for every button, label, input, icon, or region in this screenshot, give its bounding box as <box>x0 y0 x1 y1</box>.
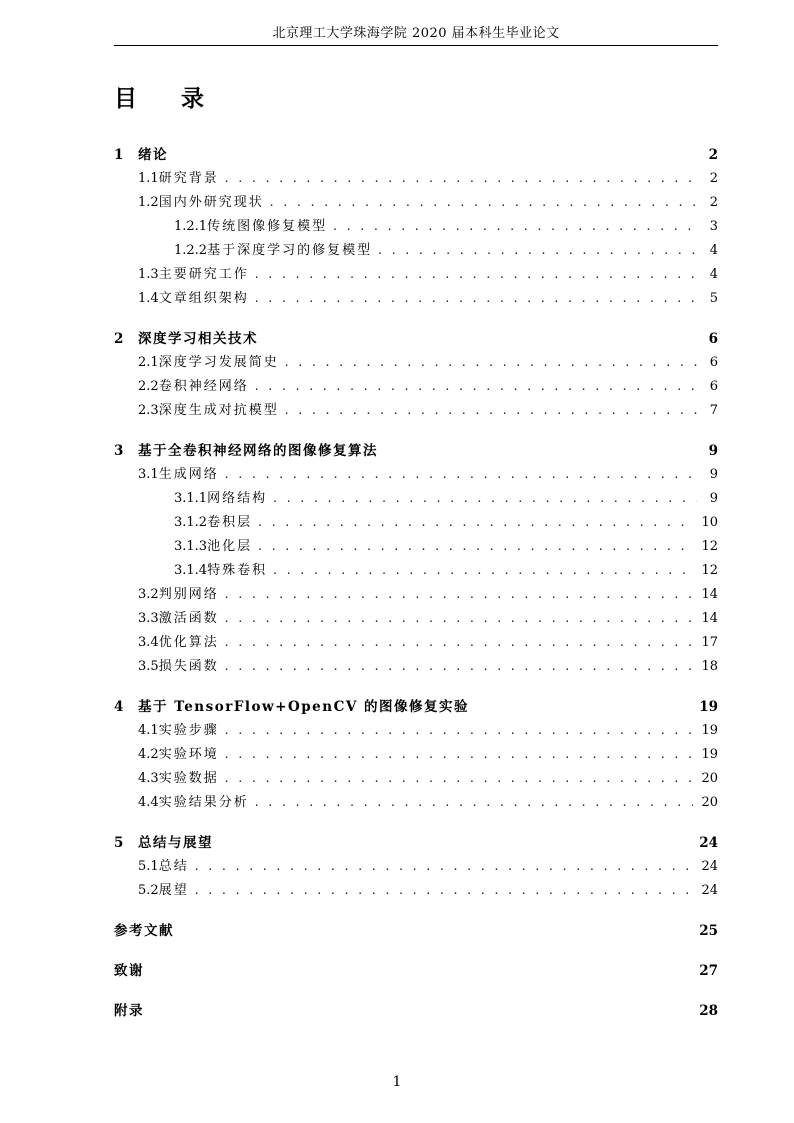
toc-chapter-entry[interactable] <box>0 831 718 849</box>
toc-entry-title: 判别网络 <box>158 587 219 602</box>
toc-entry-number: 4.4 <box>138 795 159 810</box>
toc-entry-title: 激活函数 <box>158 611 219 626</box>
toc-section-entry[interactable] <box>0 719 718 737</box>
toc-entry-page: 27 <box>699 963 718 979</box>
toc-entry-page: 24 <box>701 883 718 898</box>
toc-entry-title: 总结与展望 <box>138 835 213 851</box>
toc-entry-page: 4 <box>709 267 718 282</box>
toc-entry-page: 5 <box>709 291 718 306</box>
toc-section-entry[interactable] <box>0 487 718 505</box>
toc-entry-page: 2 <box>709 195 718 210</box>
toc-entry-page: 10 <box>701 515 718 530</box>
toc-section-entry[interactable] <box>0 879 718 897</box>
toc-dot-leader <box>225 747 694 761</box>
toc-section-entry[interactable] <box>0 767 718 785</box>
running-header: 北京理工大学珠海学院 2020 届本科生毕业论文 <box>272 26 560 41</box>
toc-chapter-entry[interactable] <box>0 999 718 1017</box>
toc-entry-title: 实验步骤 <box>158 723 219 738</box>
toc-entry-page: 25 <box>699 923 718 939</box>
toc-title: 目 录 <box>114 86 223 112</box>
toc-entry-title: 卷积层 <box>207 515 253 530</box>
toc-entry-title: 展望 <box>158 883 189 898</box>
toc-section-entry[interactable] <box>0 559 718 577</box>
toc-chapter-entry[interactable] <box>0 695 718 713</box>
toc-section-entry[interactable] <box>0 655 718 673</box>
toc-entry-number: 3.1 <box>138 467 159 482</box>
toc-chapter-entry[interactable] <box>0 143 718 161</box>
toc-dot-leader <box>225 771 694 785</box>
toc-entry-title: 主要研究工作 <box>158 267 249 282</box>
toc-entry-page: 2 <box>709 171 718 186</box>
toc-entry-number: 2.1 <box>138 355 159 370</box>
toc-section-entry[interactable] <box>0 191 718 209</box>
toc-dot-leader <box>255 267 696 281</box>
toc-entry-title: 基于 TensorFlow+OpenCV 的图像修复实验 <box>138 699 469 715</box>
toc-entry-title: 损失函数 <box>158 659 219 674</box>
toc-entry-title: 基于全卷积神经网络的图像修复算法 <box>138 443 378 459</box>
toc-entry-title: 特殊卷积 <box>207 563 268 578</box>
toc-section-entry[interactable] <box>0 375 718 393</box>
toc-entry-page: 14 <box>701 611 718 626</box>
toc-entry-number: 3.4 <box>138 635 159 650</box>
toc-dot-leader <box>270 195 697 209</box>
toc-entry-number: 4.3 <box>138 771 159 786</box>
toc-entry-number: 1.1 <box>138 171 159 186</box>
toc-entry-page: 7 <box>709 403 718 418</box>
toc-entry-number: 4.1 <box>138 723 159 738</box>
toc-entry-title: 深度学习发展简史 <box>158 355 279 370</box>
toc-dot-leader <box>195 859 694 873</box>
toc-entry-title: 传统图像修复模型 <box>207 219 328 234</box>
toc-section-entry[interactable] <box>0 263 718 281</box>
toc-dot-leader <box>225 611 694 625</box>
toc-dot-leader <box>273 491 697 505</box>
toc-entry-title: 实验环境 <box>158 747 219 762</box>
toc-section-entry[interactable] <box>0 607 718 625</box>
toc-entry-number: 2.3 <box>138 403 159 418</box>
toc-entry-number: 4.2 <box>138 747 159 762</box>
toc-dot-leader <box>285 355 697 369</box>
toc-section-entry[interactable] <box>0 743 718 761</box>
toc-section-entry[interactable] <box>0 239 718 257</box>
toc-entry-title: 总结 <box>158 859 189 874</box>
header-rule <box>114 45 718 46</box>
toc-entry-page: 2 <box>708 147 718 163</box>
toc-entry-number: 1.4 <box>138 291 159 306</box>
toc-entry-title: 优化算法 <box>158 635 219 650</box>
toc-section-entry[interactable] <box>0 535 718 553</box>
toc-dot-leader <box>195 883 694 897</box>
toc-dot-leader <box>225 171 695 185</box>
toc-section-entry[interactable] <box>0 351 718 369</box>
toc-chapter-entry[interactable] <box>0 919 718 937</box>
toc-entry-title: 实验数据 <box>158 771 219 786</box>
toc-dot-leader <box>285 403 697 417</box>
toc-entry-page: 6 <box>708 331 718 347</box>
toc-entry-page: 19 <box>699 699 718 715</box>
toc-dot-leader <box>225 635 694 649</box>
toc-entry-page: 24 <box>701 859 718 874</box>
toc-entry-number: 5.2 <box>138 883 159 898</box>
toc-entry-page: 6 <box>709 379 718 394</box>
toc-entry-page: 9 <box>708 443 718 459</box>
toc-entry-title: 实验结果分析 <box>158 795 249 810</box>
toc-section-entry[interactable] <box>0 287 718 305</box>
toc-dot-leader <box>255 291 696 305</box>
toc-entry-page: 24 <box>699 835 718 851</box>
toc-entry-number: 1.2 <box>138 195 159 210</box>
toc-section-entry[interactable] <box>0 855 718 873</box>
toc-entry-title: 深度生成对抗模型 <box>158 403 279 418</box>
toc-chapter-entry[interactable] <box>0 959 718 977</box>
toc-dot-leader <box>255 795 694 809</box>
toc-section-entry[interactable] <box>0 463 718 481</box>
toc-entry-title: 基于深度学习的修复模型 <box>207 243 373 258</box>
page-number: 1 <box>392 1074 402 1090</box>
toc-entry-title: 研究背景 <box>158 171 219 186</box>
toc-dot-leader <box>225 587 694 601</box>
toc-dot-leader <box>333 219 698 233</box>
toc-section-entry[interactable] <box>0 791 718 809</box>
toc-entry-number: 3.3 <box>138 611 159 626</box>
toc-entry-number: 3.2 <box>138 587 159 602</box>
toc-entry-page: 9 <box>709 467 718 482</box>
toc-entry-page: 19 <box>701 747 718 762</box>
toc-entry-number: 1.3 <box>138 267 159 282</box>
toc-entry-title: 生成网络 <box>158 467 219 482</box>
toc-entry-page: 12 <box>701 563 718 578</box>
toc-dot-leader <box>225 723 694 737</box>
toc-dot-leader <box>273 563 693 577</box>
toc-entry-title: 国内外研究现状 <box>158 195 264 210</box>
toc-entry-page: 6 <box>709 355 718 370</box>
toc-dot-leader <box>225 659 694 673</box>
toc-entry-number: 5 <box>114 835 124 851</box>
toc-entry-number: 1.2.1 <box>174 219 208 234</box>
toc-entry-number: 1 <box>114 147 124 163</box>
toc-entry-page: 20 <box>701 795 718 810</box>
toc-entry-number: 1.2.2 <box>174 243 208 258</box>
toc-dot-leader <box>225 467 695 481</box>
toc-entry-title: 参考文献 <box>114 923 174 939</box>
toc-section-entry[interactable] <box>0 511 718 529</box>
toc-entry-page: 18 <box>701 659 718 674</box>
toc-entry-number: 3.1.1 <box>174 491 208 506</box>
toc-entry-page: 14 <box>701 587 718 602</box>
toc-dot-leader <box>255 379 696 393</box>
toc-chapter-entry[interactable] <box>0 439 718 457</box>
toc-entry-number: 4 <box>114 699 124 715</box>
toc-entry-number: 3.5 <box>138 659 159 674</box>
toc-entry-title: 池化层 <box>207 539 253 554</box>
toc-dot-leader <box>258 515 693 529</box>
toc-entry-title: 绪论 <box>138 147 168 163</box>
toc-entry-number: 2.2 <box>138 379 159 394</box>
toc-entry-page: 12 <box>701 539 718 554</box>
toc-entry-page: 3 <box>709 219 718 234</box>
toc-chapter-entry[interactable] <box>0 327 718 345</box>
toc-section-entry[interactable] <box>0 167 718 185</box>
toc-dot-leader <box>378 243 700 257</box>
toc-entry-title: 附录 <box>114 1003 144 1019</box>
toc-entry-number: 3.1.2 <box>174 515 208 530</box>
toc-entry-number: 3.1.3 <box>174 539 208 554</box>
toc-entry-page: 20 <box>701 771 718 786</box>
toc-entry-page: 9 <box>709 491 718 506</box>
toc-entry-title: 文章组织架构 <box>158 291 249 306</box>
toc-dot-leader <box>258 539 693 553</box>
toc-entry-page: 4 <box>709 243 718 258</box>
toc-section-entry[interactable] <box>0 399 718 417</box>
toc-entry-number: 2 <box>114 331 124 347</box>
toc-entry-title: 深度学习相关技术 <box>138 331 258 347</box>
toc-entry-number: 3 <box>114 443 124 459</box>
toc-entry-title: 致谢 <box>114 963 144 979</box>
toc-entry-title: 网络结构 <box>207 491 268 506</box>
toc-entry-page: 28 <box>699 1003 718 1019</box>
toc-entry-page: 17 <box>701 635 718 650</box>
toc-entry-page: 19 <box>701 723 718 738</box>
toc-entry-title: 卷积神经网络 <box>158 379 249 394</box>
toc-entry-number: 3.1.4 <box>174 563 208 578</box>
toc-section-entry[interactable] <box>0 583 718 601</box>
toc-section-entry[interactable] <box>0 215 718 233</box>
toc-section-entry[interactable] <box>0 631 718 649</box>
toc-entry-number: 5.1 <box>138 859 159 874</box>
